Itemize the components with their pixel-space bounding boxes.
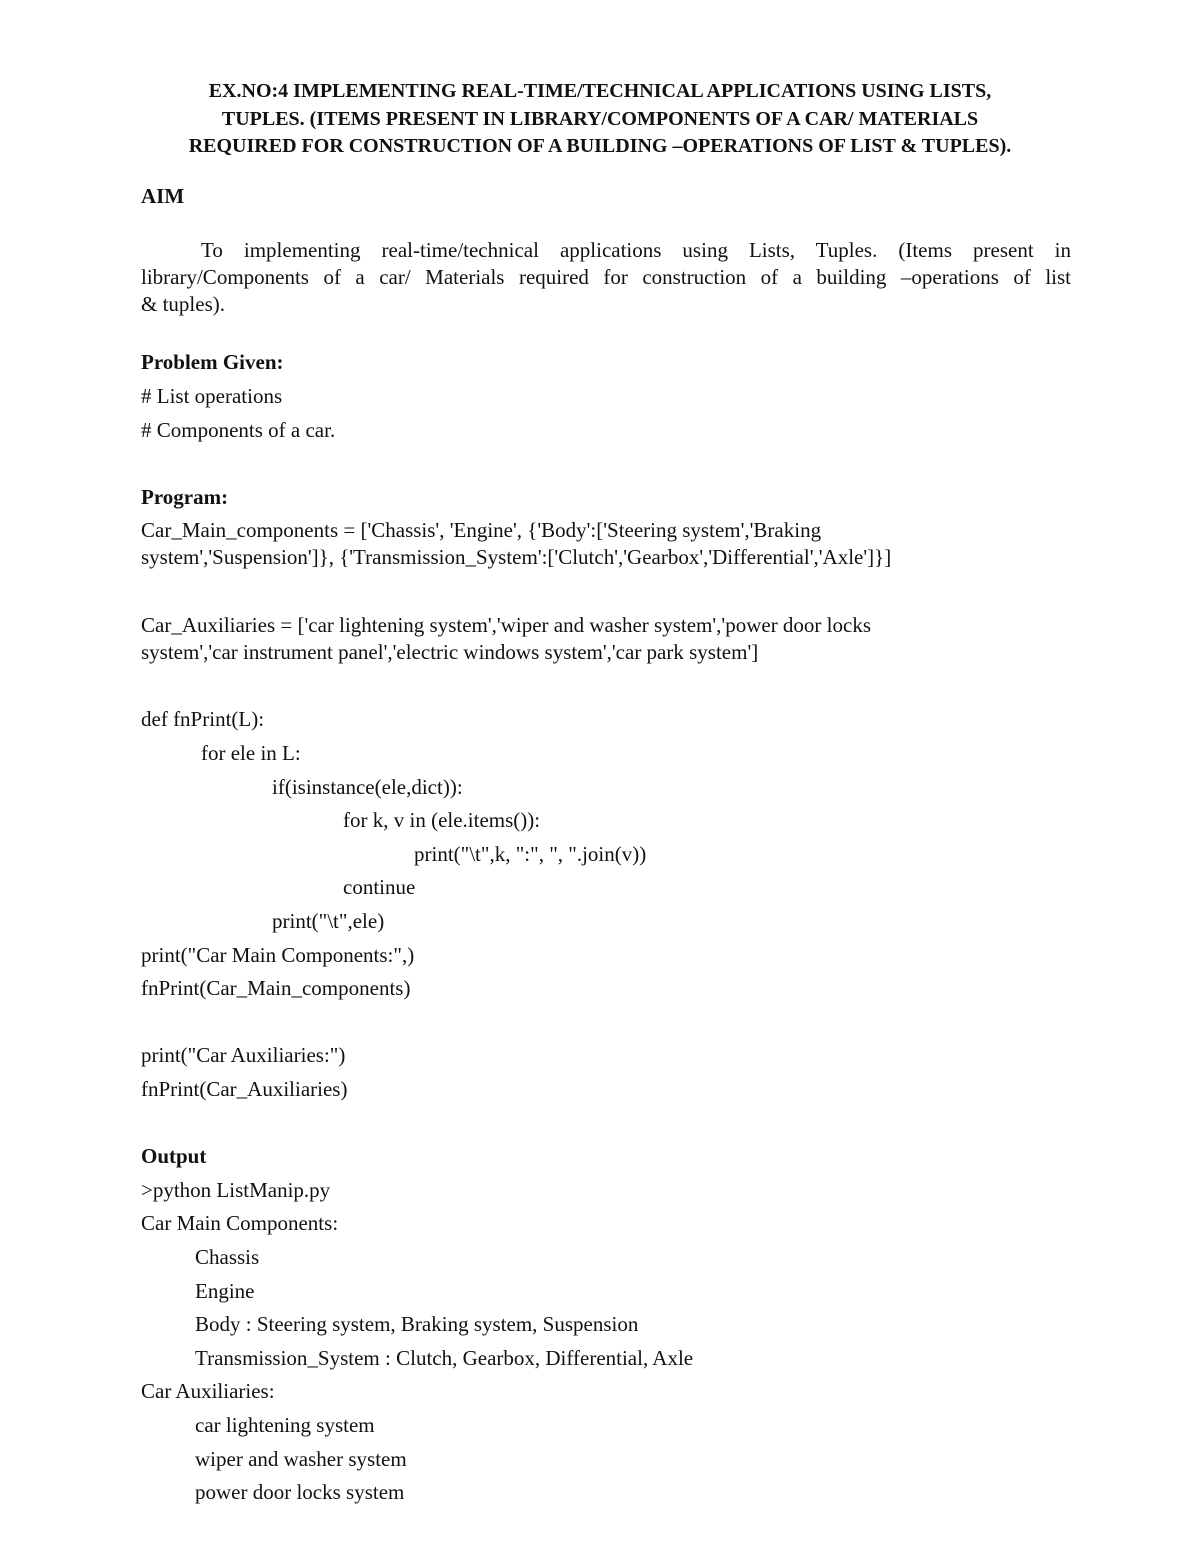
problem-heading: Problem Given: [141, 350, 284, 374]
code-line: def fnPrint(L): [141, 707, 265, 731]
title-line: REQUIRED FOR CONSTRUCTION OF A BUILDING –OPERATIONS OF LIST & TUPLES). [188, 135, 1012, 157]
output-line: Chassis [195, 1245, 260, 1269]
code-line: fnPrint(Car_Auxiliaries) [141, 1077, 348, 1101]
output-line: Body : Steering system, Braking system, Suspension [195, 1312, 639, 1336]
problem-line: # Components of a car. [141, 418, 336, 442]
title-line: TUPLES. (ITEMS PRESENT IN LIBRARY/COMPONENTS OF A CAR/ MATERIALS [221, 107, 979, 130]
code-line: system','car instrument panel','electric windows system','car park system'] [141, 640, 759, 664]
output-line: Engine [195, 1279, 255, 1303]
aim-paragraph [141, 237, 1071, 318]
exercise-title [120, 78, 1080, 161]
output-line: Transmission_System : Clutch, Gearbox, Differential, Axle [195, 1346, 694, 1370]
aim-text-line: library/Components of a car/ Materials required for construction of a building –operations of list [141, 265, 1071, 289]
code-line: print("Car Auxiliaries:") [141, 1043, 346, 1067]
code-line: fnPrint(Car_Main_components) [141, 976, 411, 1000]
code-line: Car_Main_components = ['Chassis', 'Engine', {'Body':['Steering system','Braking [141, 518, 822, 542]
code-line: for k, v in (ele.items()): [343, 808, 541, 832]
code-line: print("\t",k, ":", ", ".join(v)) [414, 842, 647, 866]
title-line: EX.NO:4 IMPLEMENTING REAL-TIME/TECHNICAL APPLICATIONS USING LISTS, [208, 80, 992, 102]
code-line: for ele in L: [201, 741, 301, 765]
program-heading: Program: [141, 485, 229, 509]
code-line: if(isinstance(ele,dict)): [272, 775, 463, 799]
output-line: wiper and washer system [195, 1447, 407, 1471]
code-line: print("Car Main Components:",) [141, 943, 415, 967]
code-line: print("\t",ele) [272, 909, 385, 933]
aim-heading: AIM [141, 184, 185, 208]
output-line: car lightening system [195, 1413, 375, 1437]
output-line: Car Main Components: [141, 1211, 339, 1235]
output-line: >python ListManip.py [141, 1178, 331, 1202]
code-line: Car_Auxiliaries = ['car lightening system','wiper and washer system','power door locks [141, 613, 872, 637]
problem-line: # List operations [141, 384, 283, 408]
aim-text-line: & tuples). [141, 292, 225, 316]
aim-text-line: To implementing real-time/technical applications using Lists, Tuples. (Items present in [201, 238, 1071, 262]
output-line: power door locks system [195, 1480, 405, 1504]
output-heading: Output [141, 1144, 207, 1168]
code-line: system','Suspension']}, {'Transmission_System':['Clutch','Gearbox','Differential','Axle']}] [141, 545, 892, 569]
output-line: Car Auxiliaries: [141, 1379, 275, 1403]
code-line: continue [343, 875, 416, 899]
